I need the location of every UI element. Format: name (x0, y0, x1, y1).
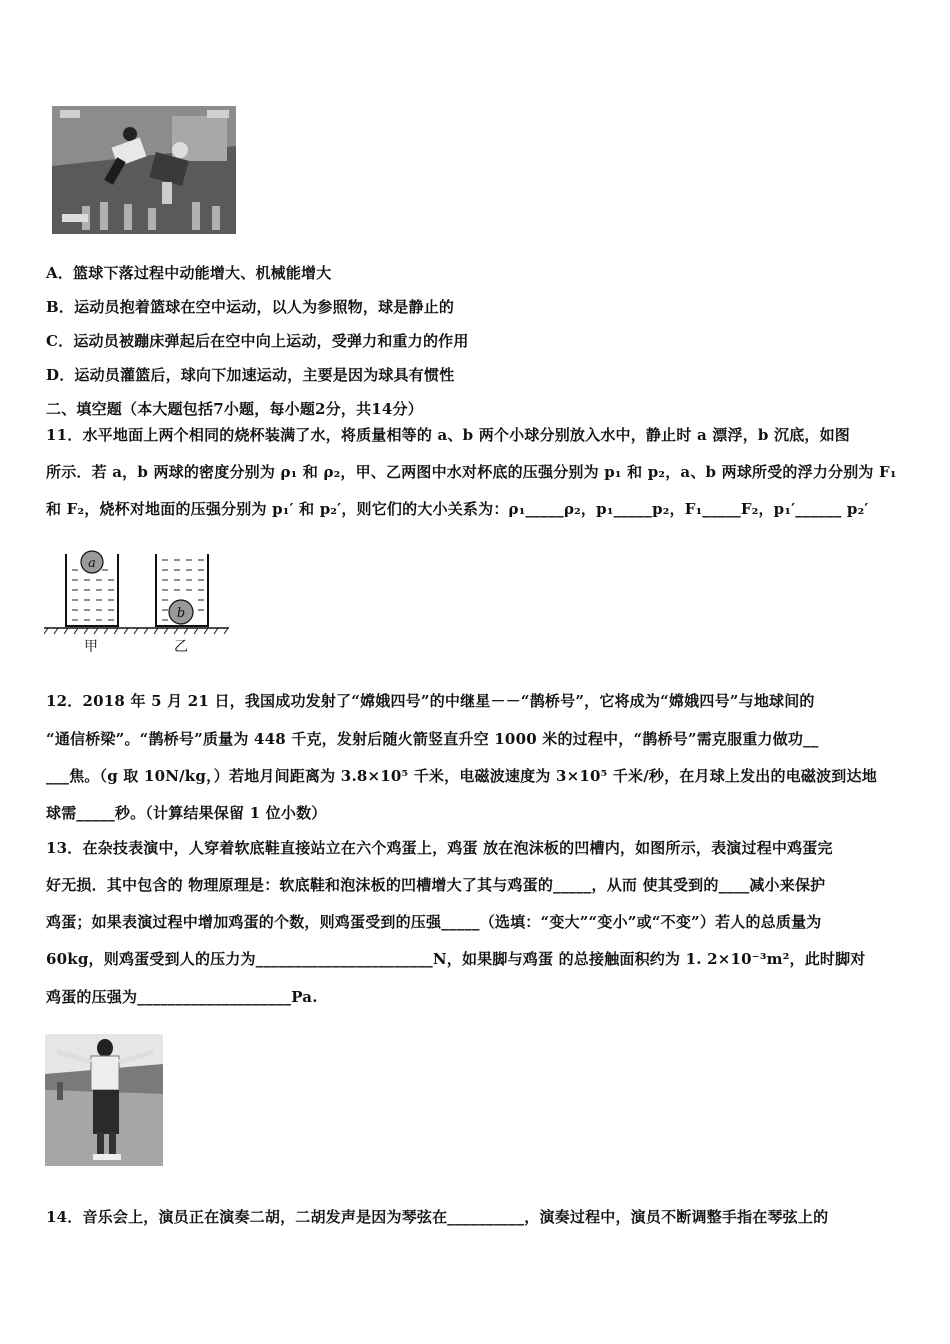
q13-line1: 13．在杂技表演中，人穿着软底鞋直接站立在六个鸡蛋上，鸡蛋 放在泡沫板的凹槽内，如图所示，表演过程中鸡蛋完 (46, 839, 833, 857)
q14-line1: 14．音乐会上，演员正在演奏二胡，二胡发声是因为琴弦在__________，演奏过程中，演员不断调整手指在琴弦上的 (46, 1208, 829, 1226)
q11-line2: 所示．若 a，b 两球的密度分别为 ρ₁ 和 ρ₂，甲、乙两图中水对杯底的压强分别为 p₁ 和 p₂，a、b 两球所受的浮力分别为 F₁ (46, 463, 897, 481)
label-yi: 乙 (174, 639, 188, 655)
q12-line1: 12．2018 年 5 月 21 日，我国成功发射了“嫦娥四号”的中继星－－“鹊桥号”，它将成为“嫦娥四号”与地球间的 (46, 692, 815, 710)
label-jia: 甲 (84, 639, 98, 655)
eggs-photo (45, 1034, 163, 1166)
section-header: 二、填空题（本大题包括7小题，每小题2分，共14分） (46, 400, 423, 418)
svg-text:b: b (176, 606, 186, 621)
q13-line4: 60kg，则鸡蛋受到人的压力为_______________________N，如果脚与鸡蛋 的总接触面积约为 1. 2×10⁻³m²，此时脚对 (46, 950, 866, 968)
option-b: B．运动员抱着篮球在空中运动，以人为参照物，球是静止的 (46, 298, 455, 316)
option-a: A．篮球下落过程中动能增大、机械能增大 (46, 264, 332, 282)
q11-line1: 11．水平地面上两个相同的烧杯装满了水，将质量相等的 a、b 两个小球分别放入水中，静止时 a 漂浮，b 沉底，如图 (46, 426, 851, 444)
q12-line3: ___焦。（g 取 10N/kg，）若地月间距离为 3.8×10⁵ 千米，电磁波速度为 3×10⁵ 千米/秒，在月球上发出的电磁波到达地 (46, 767, 877, 785)
q13-line3: 鸡蛋；如果表演过程中增加鸡蛋的个数，则鸡蛋受到的压强_____（选填：“变大”“变小”或“不变”）若人的总质量为 (46, 913, 822, 931)
option-c: C．运动员被蹦床弹起后在空中向上运动，受弹力和重力的作用 (46, 332, 469, 350)
q13-line2: 好无损．其中包含的 物理原理是：软底鞋和泡沫板的凹槽增大了其与鸡蛋的_____，从而 使其受到的____减小来保护 (46, 876, 826, 894)
beaker-figure (44, 546, 234, 658)
q13-line5: 鸡蛋的压强为____________________Pa. (46, 988, 318, 1006)
svg-text:a: a (88, 556, 96, 571)
option-d: D．运动员灌篮后，球向下加速运动，主要是因为球具有惯性 (46, 366, 455, 384)
q11-line3: 和 F₂，烧杯对地面的压强分别为 p₁′ 和 p₂′，则它们的大小关系为：ρ₁_____ρ₂，p₁_____p₂，F₁_____F₂，p₁′______ p₂′ (46, 500, 869, 518)
basketball-photo (52, 106, 236, 234)
q12-line2: “通信桥梁”。“鹊桥号”质量为 448 千克，发射后随火箭竖直升空 1000 米的过程中，“鹊桥号”需克服重力做功__ (46, 730, 819, 748)
q12-line4: 球需_____秒。（计算结果保留 1 位小数） (46, 804, 327, 822)
